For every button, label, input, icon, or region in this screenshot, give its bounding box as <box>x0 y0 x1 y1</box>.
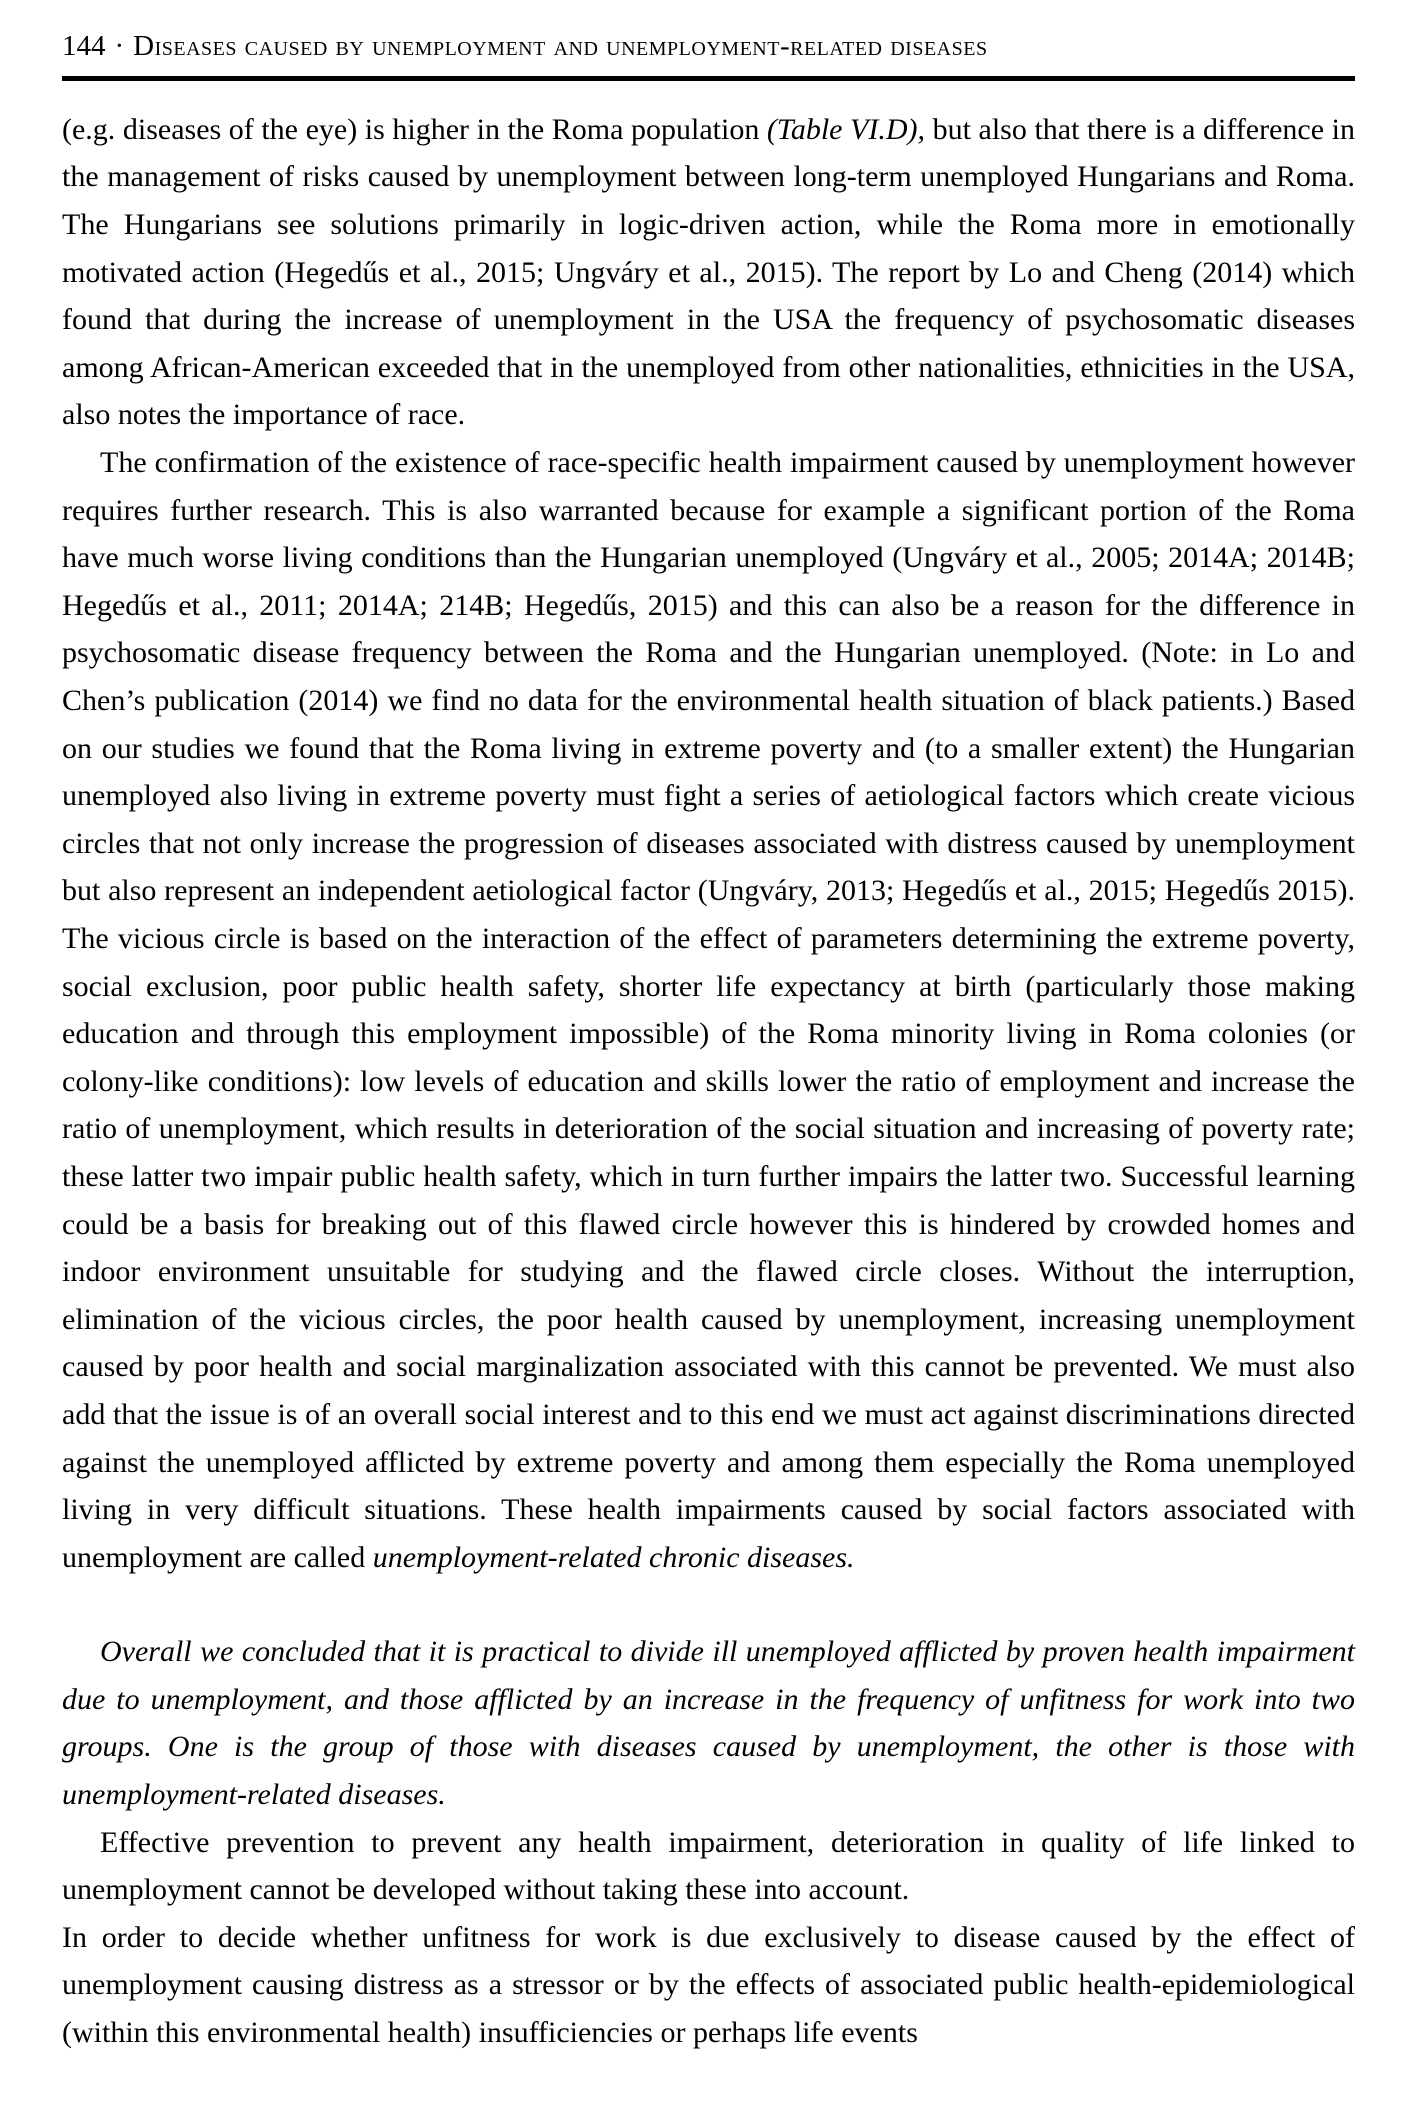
text-run: In order to decide whether unfitness for work is due exclusively to disease caused by the effect of unemployment causing distress as a stressor or by the effects of associated public health-epidemiological (within this environmental health) insufficiencies or perhaps life events <box>62 1920 1355 2050</box>
header-separator: · <box>114 30 125 62</box>
paragraph-p4 <box>62 1819 1355 1914</box>
text-run: The confirmation of the existence of race-specific health impairment caused by unemployment however requires further research. This is also warranted because for example a significant portion of the Roma have much worse living conditions than the Hungarian unemployed (Ungváry et al., 2005; 2014A; 2014B; Hegedűs et al., 2011; 2014A; 214B; Hegedűs, 2015) and this can also be a reason for the difference in psychosomatic disease frequency between the Roma and the Hungarian unemployed. (Note: in Lo and Chen’s publication (2014) we find no data for the environmental health situation of black patients.) Based on our studies we found that the Roma living in extreme poverty and (to a smaller extent) the Hungarian unemployed also living in extreme poverty must fight a series of aetiological factors which create vicious circles that not only increase the progression of diseases associated with distress caused by unemployment but also represent an independent aetiological factor (Ungváry, 2013; Hegedűs et al., 2015; Hegedűs 2015). The vicious circle is based on the interaction of the effect of parameters determining the extreme poverty, social exclusion, poor public health safety, shorter life expectancy at birth (particularly those making education and through this employment impossible) of the Roma minority living in Roma colonies (or colony-like conditions): low levels of education and skills lower the ratio of employment and increase the ratio of unemployment, which results in deterioration of the social situation and increasing of poverty rate; these latter two impair public health safety, which in turn further impairs the latter two. Successful learning could be a basis for breaking out of this flawed circle however this is hindered by crowded homes and indoor environment unsuitable for studying and the flawed circle closes. Without the interruption, elimination of the vicious circles, the poor health caused by unemployment, increasing unemployment caused by poor health and social marginalization associated with this cannot be prevented. We must also add that the issue is of an overall social interest and to this end we must act against discriminations directed against the unemployed afflicted by extreme poverty and among them especially the Roma unemployed living in very difficult situations. These health impairments caused by social factors associated with unemployment are called <box>62 446 1355 1574</box>
text-run: Effective prevention to prevent any health impairment, deterioration in quality of life linked to unemployment cannot be developed without taking these into account. <box>62 1825 1355 1907</box>
running-header <box>62 31 1355 63</box>
text-run: (e.g. diseases of the eye) is higher in the Roma population <box>62 112 767 146</box>
italic-text-run: (Table VI.D), <box>766 112 926 146</box>
running-title: Diseases caused by unemployment and unemployment-related diseases <box>133 30 988 62</box>
italic-text-run: unemployment-related chronic diseases. <box>372 1540 855 1574</box>
paragraph-p3 <box>62 1628 1355 1818</box>
header-rule <box>62 76 1355 81</box>
paragraph-p2 <box>62 439 1355 1581</box>
paragraph-p5 <box>62 1914 1355 2057</box>
italic-text-run: Overall we concluded that it is practical to divide ill unemployed afflicted by proven health impairment due to unemployment, and those afflicted by an increase in the frequency of unfitness for work into two groups. One is the group of those with diseases caused by unemployment, the other is those with unemployment-related diseases. <box>62 1635 1355 1812</box>
page-body <box>62 106 1355 2057</box>
page-number: 144 <box>62 30 106 62</box>
paragraph-p1 <box>62 106 1355 439</box>
text-run: but also that there is a difference in the management of risks caused by unemployment between long-term unemployed Hungarians and Roma. The Hungarians see solutions primarily in logic-driven action, while the Roma more in emotionally motivated action (Hegedűs et al., 2015; Ungváry et al., 2015). The report by Lo and Cheng (2014) which found that during the increase of unemployment in the USA the frequency of psychosomatic diseases among African-American exceeded that in the unemployed from other nationalities, ethnicities in the USA, also notes the importance of race. <box>62 112 1355 432</box>
